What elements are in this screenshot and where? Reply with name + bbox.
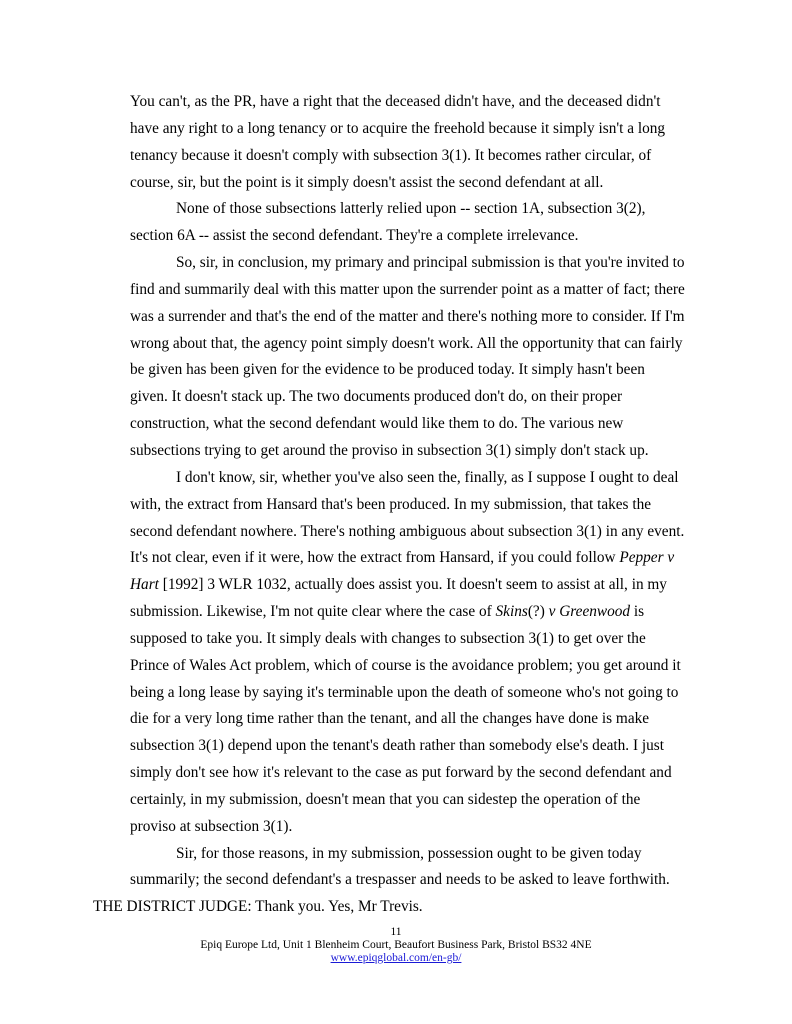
transcript-line: Sir, for those reasons, in my submission, possession ought to be given today bbox=[176, 844, 642, 862]
line-segment: [1992] 3 WLR 1032, actually does assist you. It doesn't seem to assist at all, in my bbox=[158, 576, 667, 594]
transcript-line: construction, what the second defendant would like them to do. The various new bbox=[130, 415, 624, 433]
transcript-line: proviso at subsection 3(1). bbox=[130, 817, 293, 835]
transcript-line: subsection 3(1) depend upon the tenant's death rather than somebody else's death. I just bbox=[130, 737, 664, 755]
transcript-line: have any right to a long tenancy or to acquire the freehold because it simply isn't a long bbox=[130, 119, 666, 137]
italic-case-name: Skins bbox=[495, 603, 528, 621]
italic-case-name: v Greenwood bbox=[548, 603, 631, 621]
line-segment: submission. Likewise, I'm not quite clear where the case of bbox=[130, 603, 496, 621]
transcript-line: section 6A -- assist the second defendant. They're a complete irrelevance. bbox=[130, 227, 579, 245]
transcript-line: second defendant nowhere. There's nothing ambiguous about subsection 3(1) in any event. bbox=[130, 522, 685, 540]
transcript-body bbox=[130, 89, 702, 894]
transcript-line: given. It doesn't stack up. The two documents produced don't do, on their proper bbox=[130, 388, 623, 406]
footer-address: Epiq Europe Ltd, Unit 1 Blenheim Court, Beaufort Business Park, Bristol BS32 4NE bbox=[200, 939, 592, 951]
transcript-line: I don't know, sir, whether you've also seen the, finally, as I suppose I ought to deal bbox=[176, 468, 679, 486]
transcript-line: simply don't see how it's relevant to the case as put forward by the second defendant and bbox=[130, 764, 672, 782]
transcript-line: You can't, as the PR, have a right that the deceased didn't have, and the deceased didn't bbox=[130, 93, 661, 110]
transcript-line: supposed to take you. It simply deals with changes to subsection 3(1) to get over the bbox=[130, 629, 646, 647]
transcript-line: be given has been given for the evidence to be produced today. It simply hasn't been bbox=[130, 361, 645, 379]
transcript-line: So, sir, in conclusion, my primary and principal submission is that you're invited to bbox=[176, 254, 685, 272]
transcript-line: was a surrender and that's the end of the matter and there's nothing more to consider. If I'm bbox=[130, 307, 685, 325]
transcript-line: subsections trying to get around the proviso in subsection 3(1) simply don't stack up. bbox=[130, 441, 649, 459]
transcript-line: with, the extract from Hansard that's been produced. In my submission, that takes the bbox=[130, 495, 652, 513]
speaker-line: THE DISTRICT JUDGE: Thank you. Yes, Mr Trevis. bbox=[93, 898, 423, 915]
transcript-line: course, sir, but the point is it simply doesn't assist the second defendant at all. bbox=[130, 173, 604, 191]
transcript-line: wrong about that, the agency point simply doesn't work. All the opportunity that can fairly bbox=[130, 334, 683, 352]
footer-link[interactable]: www.epiqglobal.com/en-gb/ bbox=[330, 952, 462, 964]
line-segment: It's not clear, even if it were, how the extract from Hansard, if you could follow bbox=[130, 549, 620, 567]
transcript-line bbox=[130, 545, 702, 572]
transcript-line: None of those subsections latterly relied upon -- section 1A, subsection 3(2), bbox=[176, 200, 646, 218]
transcript-line bbox=[130, 599, 702, 626]
transcript-line: find and summarily deal with this matter upon the surrender point as a matter of fact; there bbox=[130, 280, 685, 298]
transcript-line: Prince of Wales Act problem, which of course is the avoidance problem; you get around it bbox=[130, 656, 681, 674]
transcript-line: tenancy because it doesn't comply with subsection 3(1). It becomes rather circular, of bbox=[130, 146, 652, 164]
transcript-line bbox=[130, 572, 702, 599]
line-segment: is bbox=[630, 603, 645, 621]
transcript-line: summarily; the second defendant's a trespasser and needs to be asked to leave forthwith. bbox=[130, 871, 670, 889]
italic-case-name: Hart bbox=[130, 576, 159, 594]
line-segment: (?) bbox=[527, 603, 549, 621]
transcript-line: being a long lease by saying it's terminable upon the death of someone who's not going to bbox=[130, 683, 679, 701]
transcript-line: certainly, in my submission, doesn't mean that you can sidestep the operation of the bbox=[130, 790, 641, 808]
italic-case-name: Pepper v bbox=[619, 549, 675, 567]
transcript-line: die for a very long time rather than the tenant, and all the changes have done is make bbox=[130, 710, 650, 728]
page-number: 11 bbox=[390, 926, 402, 938]
